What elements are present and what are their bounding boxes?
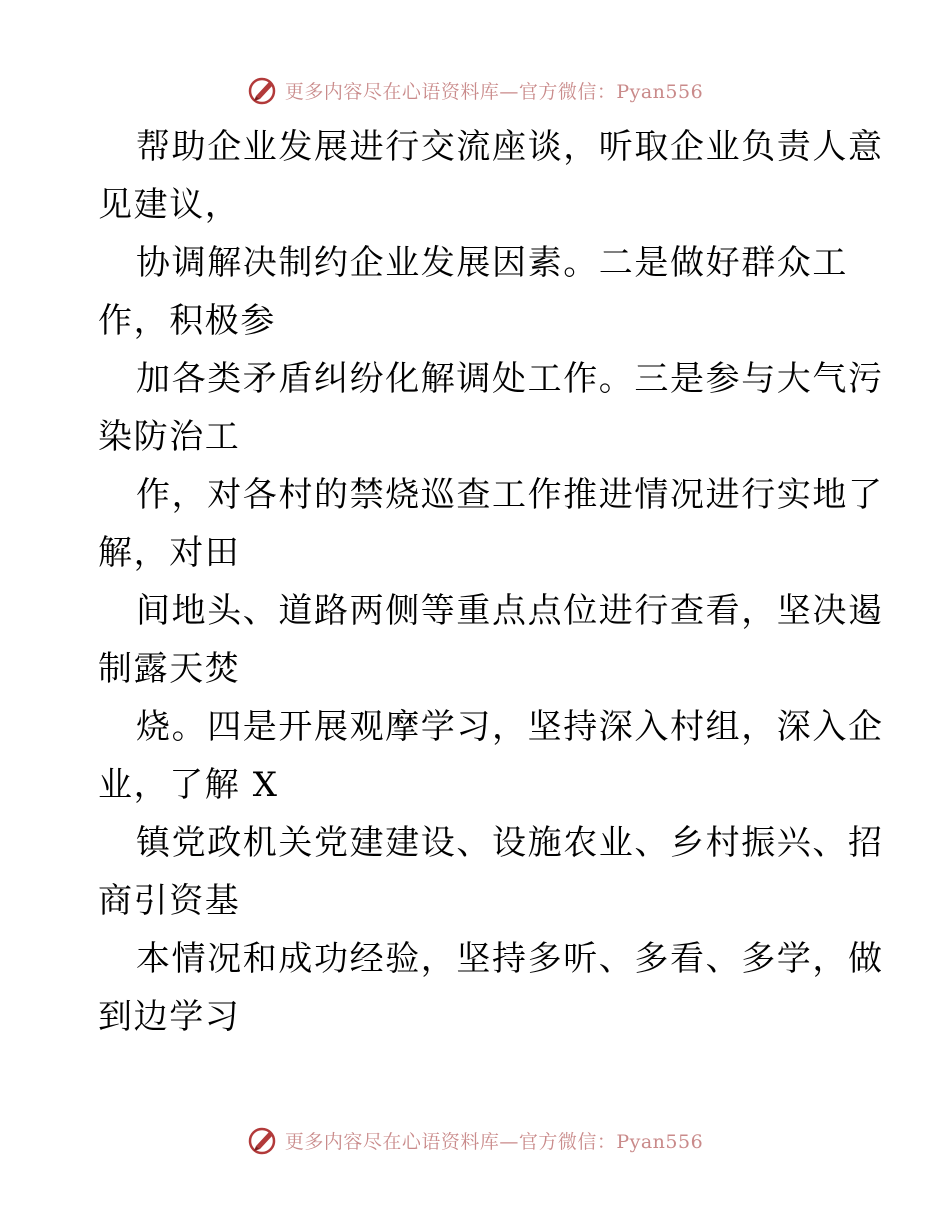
body-line: 烧。四是开展观摩学习，坚持深入村组，深入企 <box>136 707 884 747</box>
body-line: 本情况和成功经验，坚持多听、多看、多学，做 <box>136 939 884 979</box>
pen-circle-icon <box>247 1124 279 1156</box>
body-line: 到边学习 <box>98 997 241 1037</box>
body-line: 见建议， <box>98 185 241 225</box>
body-line: 商引资基 <box>98 881 241 921</box>
document-body <box>98 118 884 1046</box>
header-banner <box>0 70 950 110</box>
body-line: 染防治工 <box>98 417 241 457</box>
body-line: 业，了解 X <box>98 765 279 805</box>
body-line: 协调解决制约企业发展因素。二是做好群众工 <box>136 243 848 283</box>
footer-banner-text: 更多内容尽在心语资料库—官方微信：Pyan556 <box>284 1130 704 1153</box>
body-line: 作，积极参 <box>98 301 276 341</box>
body-line: 加各类矛盾纠纷化解调处工作。三是参与大气污 <box>136 359 884 399</box>
body-line: 镇党政机关党建建设、设施农业、乡村振兴、招 <box>136 823 884 863</box>
body-line: 作，对各村的禁烧巡查工作推进情况进行实地了 <box>136 475 884 515</box>
body-line: 帮助企业发展进行交流座谈，听取企业负责人意 <box>136 127 884 167</box>
body-line: 制露天焚 <box>98 649 241 689</box>
footer-banner <box>0 1120 950 1160</box>
header-banner-text: 更多内容尽在心语资料库—官方微信：Pyan556 <box>284 80 704 103</box>
body-line: 解，对田 <box>98 533 241 573</box>
pen-circle-icon <box>247 74 279 106</box>
body-line: 间地头、道路两侧等重点点位进行查看，坚决遏 <box>136 591 884 631</box>
